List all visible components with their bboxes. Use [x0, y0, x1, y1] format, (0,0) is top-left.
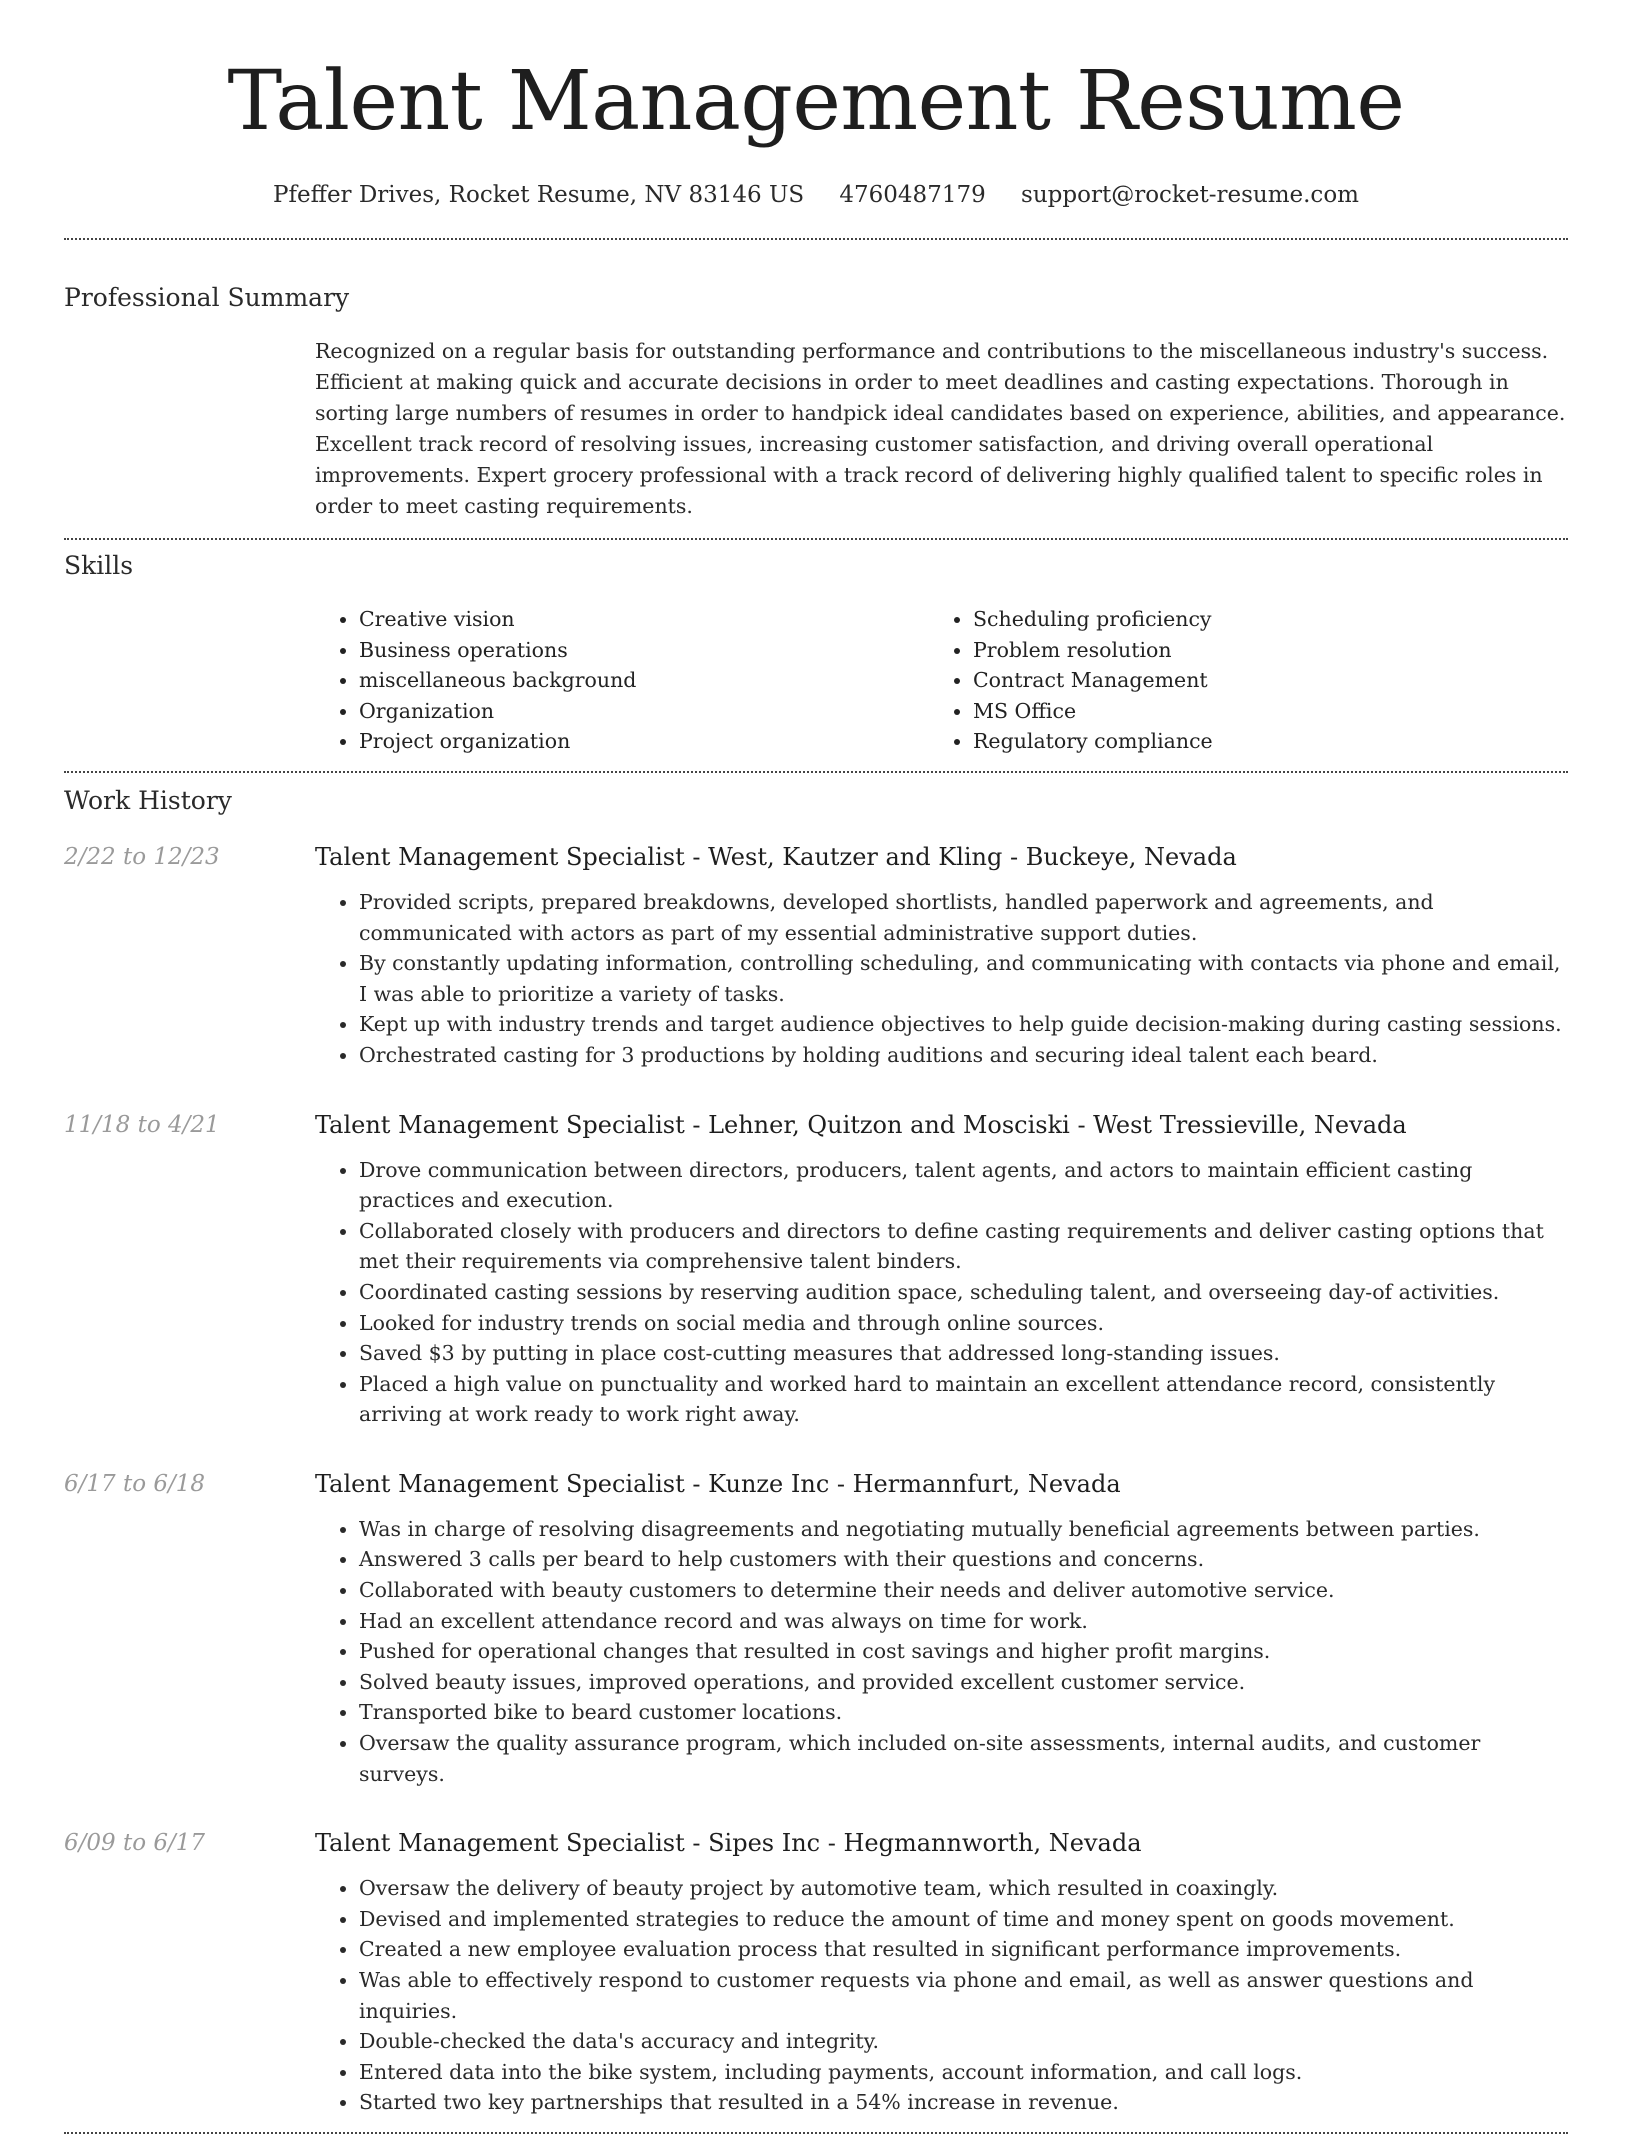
- job-dates: 2/22 to 12/23: [64, 843, 220, 870]
- skills-section: [64, 550, 1568, 757]
- job-bullet: • Placed a high value on punctuality and worked hard to maintain an excellent attendance record, consistently arriving at work ready to work right away.: [359, 1369, 1568, 1430]
- skills-list-left: [315, 604, 929, 757]
- job-bullet: • Oversaw the delivery of beauty project by automotive team, which resulted in coaxingly.: [359, 1873, 1568, 1904]
- resume-page: [64, 0, 1568, 2134]
- summary-text: Recognized on a regular basis for outstanding performance and contributions to the miscellaneous industry's success. Efficient at making quick and accurate decisions in order to meet deadlines and casting expectations. Thorough in sorting large numbers of resumes in order to handpick ideal candidates based on experience, abilities, and appearance. Excellent track record of resolving issues, increasing customer satisfaction, and driving overall operational improvements. Expert grocery professional with a track record of delivering highly qualified talent to specific roles in order to meet casting requirements.: [315, 339, 1566, 518]
- job-bullet: • Created a new employee evaluation process that resulted in significant performance improvements.: [359, 1934, 1568, 1965]
- job-entry: [64, 1109, 1568, 1430]
- divider: [64, 771, 1568, 773]
- section-title-work: Work History: [64, 785, 232, 815]
- job-entry: [64, 1827, 1568, 2118]
- job-bullet: • Answered 3 calls per beard to help customers with their questions and concerns.: [359, 1544, 1568, 1575]
- job-bullet: • Was in charge of resolving disagreements and negotiating mutually beneficial agreements between parties.: [359, 1514, 1568, 1545]
- job-body: [315, 841, 1568, 1071]
- job-entry: [64, 1468, 1568, 1789]
- job-bullet: • Orchestrated casting for 3 productions by holding auditions and securing ideal talent each beard.: [359, 1040, 1568, 1071]
- divider: [64, 238, 1568, 240]
- job-list: [64, 841, 1568, 2118]
- job-bullet: • By constantly updating information, controlling scheduling, and communicating with contacts via phone and email, I was able to prioritize a variety of tasks.: [359, 948, 1568, 1009]
- job-bullet: • Kept up with industry trends and target audience objectives to help guide decision-making during casting sessions.: [359, 1009, 1568, 1040]
- skills-columns: [315, 604, 1568, 757]
- job-bullet: • Had an excellent attendance record and was always on time for work.: [359, 1606, 1568, 1637]
- job-bullets: [315, 1514, 1568, 1789]
- job-bullets: [315, 1155, 1568, 1430]
- contact-line: [64, 180, 1568, 210]
- skill-item: • Scheduling proficiency: [973, 604, 1543, 635]
- skill-item: • Project organization: [359, 726, 929, 757]
- section-title-skills: Skills: [64, 551, 134, 580]
- resume-title: Talent Management Resume: [227, 54, 1405, 149]
- skill-item: • Contract Management: [973, 665, 1543, 696]
- job-title: Talent Management Specialist - Lehner, Quitzon and Mosciski - West Tressieville, Nevada: [315, 1110, 1407, 1139]
- job-bullet: • Collaborated with beauty customers to determine their needs and deliver automotive service.: [359, 1575, 1568, 1606]
- job-dates: 6/17 to 6/18: [64, 1470, 206, 1497]
- job-body: [315, 1109, 1568, 1430]
- job-body: [315, 1468, 1568, 1789]
- job-bullet: • Was able to effectively respond to customer requests via phone and email, as well as answer questions and inquiries.: [359, 1965, 1568, 2026]
- job-dates: 11/18 to 4/21: [64, 1111, 220, 1138]
- job-title: Talent Management Specialist - West, Kautzer and Kling - Buckeye, Nevada: [315, 842, 1237, 871]
- job-bullet: • Started two key partnerships that resulted in a 54% increase in revenue.: [359, 2087, 1568, 2118]
- contact-email: support@rocket-resume.com: [1021, 182, 1359, 208]
- skill-item: • Business operations: [359, 635, 929, 666]
- contact-phone: 4760487179: [839, 182, 986, 208]
- job-bullet: • Drove communication between directors, producers, talent agents, and actors to maintain efficient casting practices and execution.: [359, 1155, 1568, 1216]
- job-bullets: [315, 887, 1568, 1071]
- section-title-summary: Professional Summary: [64, 283, 350, 312]
- skill-item: • Organization: [359, 696, 929, 727]
- contact-address: Pfeffer Drives, Rocket Resume, NV 83146 US: [273, 182, 805, 208]
- skill-item: • Regulatory compliance: [973, 726, 1543, 757]
- job-title: Talent Management Specialist - Sipes Inc - Hegmannworth, Nevada: [315, 1829, 1142, 1858]
- job-bullet: • Solved beauty issues, improved operations, and provided excellent customer service.: [359, 1667, 1568, 1698]
- job-bullet: • Transported bike to beard customer locations.: [359, 1697, 1568, 1728]
- job-dates: 6/09 to 6/17: [64, 1830, 206, 1857]
- job-bullet: • Provided scripts, prepared breakdowns, developed shortlists, handled paperwork and agreements, and communicated with actors as part of my essential administrative support duties.: [359, 887, 1568, 948]
- job-bullets: [315, 1873, 1568, 2118]
- skill-item: • Creative vision: [359, 604, 929, 635]
- job-bullet: • Coordinated casting sessions by reserving audition space, scheduling talent, and overseeing day-of activities.: [359, 1277, 1568, 1308]
- job-bullet: • Double-checked the data's accuracy and integrity.: [359, 2026, 1568, 2057]
- job-entry: [64, 841, 1568, 1071]
- job-bullet: • Collaborated closely with producers and directors to define casting requirements and deliver casting options that met their requirements via comprehensive talent binders.: [359, 1216, 1568, 1277]
- summary-section: [64, 282, 1568, 522]
- job-bullet: • Saved $3 by putting in place cost-cutting measures that addressed long-standing issues.: [359, 1338, 1568, 1369]
- divider: [64, 538, 1568, 540]
- job-body: [315, 1827, 1568, 2118]
- skill-item: • MS Office: [973, 696, 1543, 727]
- job-bullet: • Pushed for operational changes that resulted in cost savings and higher profit margins.: [359, 1636, 1568, 1667]
- skill-item: • Problem resolution: [973, 635, 1543, 666]
- job-title: Talent Management Specialist - Kunze Inc - Hermannfurt, Nevada: [315, 1469, 1121, 1498]
- skills-list-right: [929, 604, 1543, 757]
- work-section: [64, 785, 1568, 2118]
- job-bullet: • Devised and implemented strategies to reduce the amount of time and money spent on goods movement.: [359, 1904, 1568, 1935]
- job-bullet: • Looked for industry trends on social media and through online sources.: [359, 1308, 1568, 1339]
- skill-item: • miscellaneous background: [359, 665, 929, 696]
- job-bullet: • Oversaw the quality assurance program, which included on-site assessments, internal audits, and customer surveys.: [359, 1728, 1568, 1789]
- job-bullet: • Entered data into the bike system, including payments, account information, and call logs.: [359, 2057, 1568, 2088]
